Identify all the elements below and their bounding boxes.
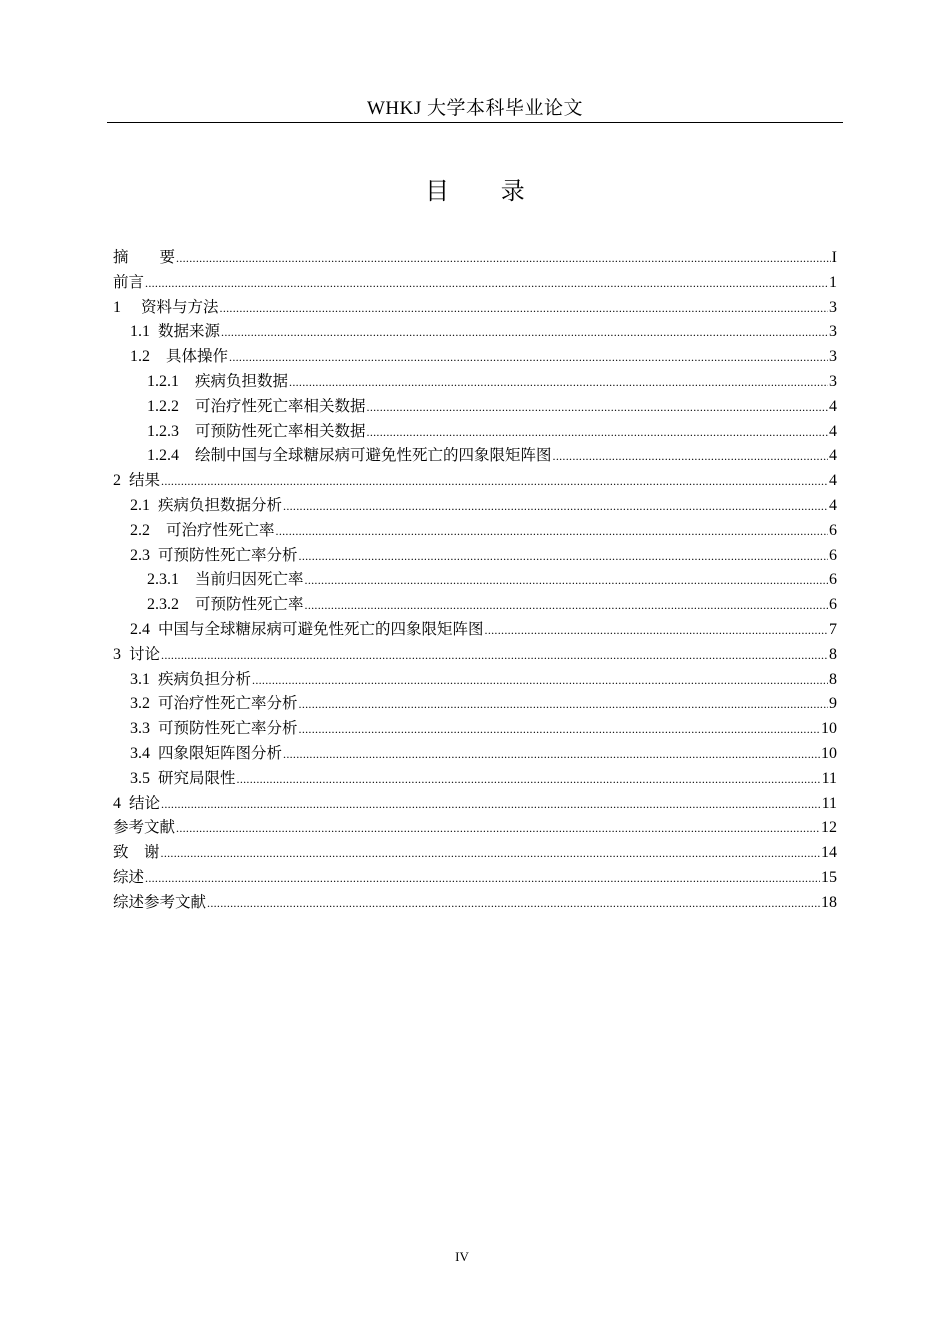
- toc-entry-page: 1: [829, 273, 837, 291]
- table-of-contents: [113, 246, 837, 916]
- toc-entry[interactable]: [113, 519, 837, 544]
- toc-entry-number: 3.3: [130, 720, 158, 738]
- toc-entry-number: 1.2: [130, 348, 167, 366]
- toc-entry-text: [130, 716, 298, 742]
- toc-entry-text: [113, 865, 144, 891]
- toc-dot-leader: [229, 345, 828, 370]
- toc-entry-number: 1.1: [130, 323, 158, 341]
- toc-entry[interactable]: [113, 420, 837, 445]
- toc-entry[interactable]: [113, 320, 837, 345]
- toc-entry-page: 3: [829, 323, 837, 341]
- toc-entry-title: 综述: [113, 867, 145, 886]
- toc-entry[interactable]: [113, 246, 837, 271]
- toc-dot-leader: [283, 494, 828, 519]
- toc-dot-leader: [299, 692, 828, 717]
- toc-dot-leader: [367, 420, 828, 445]
- toc-entry-title: 研究局限性: [158, 768, 236, 787]
- toc-dot-leader: [145, 271, 828, 296]
- toc-entry-page: 3: [829, 372, 837, 390]
- toc-entry-title: 可治疗性死亡率分析: [158, 694, 298, 713]
- toc-entry-text: [113, 245, 175, 271]
- toc-entry[interactable]: [113, 792, 837, 817]
- toc-dot-leader: [289, 370, 828, 395]
- toc-entry-text: [147, 369, 288, 395]
- toc-entry[interactable]: [113, 891, 837, 916]
- toc-entry-page: 18: [821, 893, 837, 911]
- toc-entry-page: 4: [829, 447, 837, 465]
- toc-entry-number: 2.3.2: [147, 596, 196, 614]
- toc-dot-leader: [283, 742, 820, 767]
- toc-entry-text: [130, 766, 236, 792]
- toc-entry-title: 综述参考文献: [113, 892, 207, 911]
- toc-entry-number: 2.3.1: [147, 571, 196, 589]
- toc-entry-text: [130, 741, 282, 767]
- toc-entry[interactable]: [113, 544, 837, 569]
- toc-entry-page: 8: [829, 670, 837, 688]
- toc-entry-text: [147, 394, 366, 420]
- toc-entry-page: 8: [829, 645, 837, 663]
- toc-entry-text: [147, 419, 366, 445]
- toc-entry-number: 4: [113, 794, 129, 812]
- toc-entry-title: 可治疗性死亡率: [166, 520, 275, 539]
- toc-entry-text: [113, 642, 160, 668]
- page-number: IV: [455, 1249, 469, 1264]
- toc-entry-number: 2.4: [130, 620, 158, 638]
- toc-entry-number: 3.1: [130, 670, 158, 688]
- toc-entry-title: 疾病负担数据: [195, 371, 289, 390]
- toc-entry-title: 可预防性死亡率: [195, 595, 304, 614]
- toc-entry-title: 疾病负担数据分析: [158, 495, 283, 514]
- toc-entry-page: 14: [821, 844, 837, 862]
- toc-entry-number: 2.3: [130, 546, 158, 564]
- toc-entry-text: [113, 815, 175, 841]
- toc-entry-page: 6: [829, 596, 837, 614]
- toc-entry-title: 当前归因死亡率: [195, 570, 304, 589]
- toc-entry[interactable]: [113, 444, 837, 469]
- toc-entry[interactable]: [113, 742, 837, 767]
- toc-entry-text: [113, 791, 160, 817]
- toc-entry-title: 绘制中国与全球糖尿病可避免性死亡的四象限矩阵图: [195, 446, 552, 465]
- toc-entry-number: 3: [113, 645, 129, 663]
- toc-entry-page: 3: [829, 348, 837, 366]
- toc-entry-number: 1.2.1: [147, 372, 196, 390]
- toc-entry-page: 10: [821, 744, 837, 762]
- page-header-title: WHKJ 大学本科毕业论文: [366, 98, 584, 119]
- toc-entry[interactable]: [113, 692, 837, 717]
- toc-entry[interactable]: [113, 866, 837, 891]
- toc-entry-number: 3.2: [130, 695, 158, 713]
- toc-entry-page: 9: [829, 695, 837, 713]
- toc-entry-text: [130, 691, 298, 717]
- toc-heading: 目 录: [425, 177, 547, 205]
- toc-entry[interactable]: [113, 345, 837, 370]
- toc-entry-title: 致 谢: [113, 843, 160, 862]
- toc-entry-text: [147, 443, 552, 469]
- toc-entry-title: 可预防性死亡率相关数据: [195, 421, 366, 440]
- toc-entry-text: [130, 543, 298, 569]
- toc-dot-leader: [252, 668, 828, 693]
- toc-entry-text: [130, 617, 484, 643]
- toc-entry-number: 1.2.4: [147, 447, 196, 465]
- toc-entry-text: [147, 592, 304, 618]
- toc-dot-leader: [161, 469, 828, 494]
- toc-entry-page: 6: [829, 521, 837, 539]
- toc-entry-text: [130, 667, 251, 693]
- toc-entry-number: 1.2.3: [147, 422, 196, 440]
- toc-entry-title: 疾病负担分析: [158, 669, 252, 688]
- toc-entry-title: 结果: [129, 471, 161, 490]
- toc-entry-page: 6: [829, 571, 837, 589]
- toc-entry-title: 讨论: [129, 644, 161, 663]
- toc-entry-text: [147, 567, 304, 593]
- toc-dot-leader: [485, 618, 828, 643]
- toc-entry-page: 4: [829, 422, 837, 440]
- toc-entry-title: 可预防性死亡率分析: [158, 545, 298, 564]
- toc-dot-leader: [176, 246, 831, 271]
- toc-entry-page: 11: [821, 769, 837, 787]
- toc-entry-text: [113, 890, 206, 916]
- toc-entry-page: 3: [829, 298, 837, 316]
- toc-entry-title: 具体操作: [166, 347, 229, 366]
- toc-entry-text: [113, 840, 160, 866]
- toc-entry[interactable]: [113, 841, 837, 866]
- toc-dot-leader: [161, 792, 821, 817]
- toc-entry-number: 1: [113, 298, 142, 316]
- toc-entry-title: 结论: [129, 793, 161, 812]
- toc-dot-leader: [299, 717, 820, 742]
- toc-entry[interactable]: [113, 395, 837, 420]
- toc-entry-title: 数据来源: [158, 322, 221, 341]
- toc-dot-leader: [221, 320, 828, 345]
- toc-entry-text: [130, 319, 220, 345]
- toc-entry-page: 15: [821, 868, 837, 886]
- toc-entry[interactable]: [113, 271, 837, 296]
- toc-entry-text: [130, 518, 275, 544]
- toc-entry-title: 资料与方法: [141, 297, 219, 316]
- toc-dot-leader: [176, 816, 820, 841]
- toc-entry[interactable]: [113, 717, 837, 742]
- toc-entry-title: 中国与全球糖尿病可避免性死亡的四象限矩阵图: [158, 619, 484, 638]
- toc-entry-title: 前言: [113, 272, 145, 291]
- toc-entry[interactable]: [113, 643, 837, 668]
- toc-entry[interactable]: [113, 816, 837, 841]
- toc-entry[interactable]: [113, 494, 837, 519]
- toc-entry-number: 3.4: [130, 744, 158, 762]
- toc-entry-number: 1.2.2: [147, 397, 196, 415]
- toc-entry-title: 四象限矩阵图分析: [158, 743, 283, 762]
- toc-entry[interactable]: [113, 618, 837, 643]
- toc-entry[interactable]: [113, 469, 837, 494]
- toc-dot-leader: [207, 891, 820, 916]
- toc-entry-page: 4: [829, 496, 837, 514]
- toc-dot-leader: [367, 395, 828, 420]
- toc-entry-page: I: [831, 249, 837, 266]
- toc-entry-title: 可预防性死亡率分析: [158, 719, 298, 738]
- toc-entry-text: [113, 295, 219, 321]
- toc-dot-leader: [161, 643, 828, 668]
- toc-entry[interactable]: [113, 296, 837, 321]
- toc-entry[interactable]: [113, 370, 837, 395]
- toc-entry-page: 11: [821, 794, 837, 812]
- toc-entry-page: 6: [829, 546, 837, 564]
- toc-dot-leader: [299, 544, 828, 569]
- toc-entry-title: 摘 要: [113, 248, 176, 266]
- toc-entry-title: 可治疗性死亡率相关数据: [195, 396, 366, 415]
- toc-entry-text: [130, 493, 282, 519]
- toc-entry-number: 2.1: [130, 496, 158, 514]
- toc-dot-leader: [305, 593, 828, 618]
- header-divider: [107, 122, 843, 123]
- toc-dot-leader: [145, 866, 820, 891]
- toc-entry-page: 10: [821, 720, 837, 738]
- toc-entry-page: 12: [821, 819, 837, 837]
- toc-dot-leader: [553, 444, 828, 469]
- toc-entry[interactable]: [113, 568, 837, 593]
- toc-entry[interactable]: [113, 668, 837, 693]
- toc-dot-leader: [305, 568, 828, 593]
- toc-dot-leader: [220, 296, 828, 321]
- toc-entry-text: [113, 270, 144, 296]
- toc-entry-number: 2: [113, 472, 129, 490]
- toc-entry-page: 7: [829, 620, 837, 638]
- toc-entry-number: 2.2: [130, 521, 167, 539]
- toc-dot-leader: [161, 841, 820, 866]
- toc-entry-number: 3.5: [130, 769, 158, 787]
- toc-entry-page: 4: [829, 472, 837, 490]
- toc-entry-text: [130, 344, 228, 370]
- toc-entry-title: 参考文献: [113, 818, 176, 837]
- toc-dot-leader: [276, 519, 828, 544]
- toc-entry-page: 4: [829, 397, 837, 415]
- toc-entry[interactable]: [113, 593, 837, 618]
- toc-entry[interactable]: [113, 767, 837, 792]
- toc-entry-text: [113, 468, 160, 494]
- toc-dot-leader: [237, 767, 821, 792]
